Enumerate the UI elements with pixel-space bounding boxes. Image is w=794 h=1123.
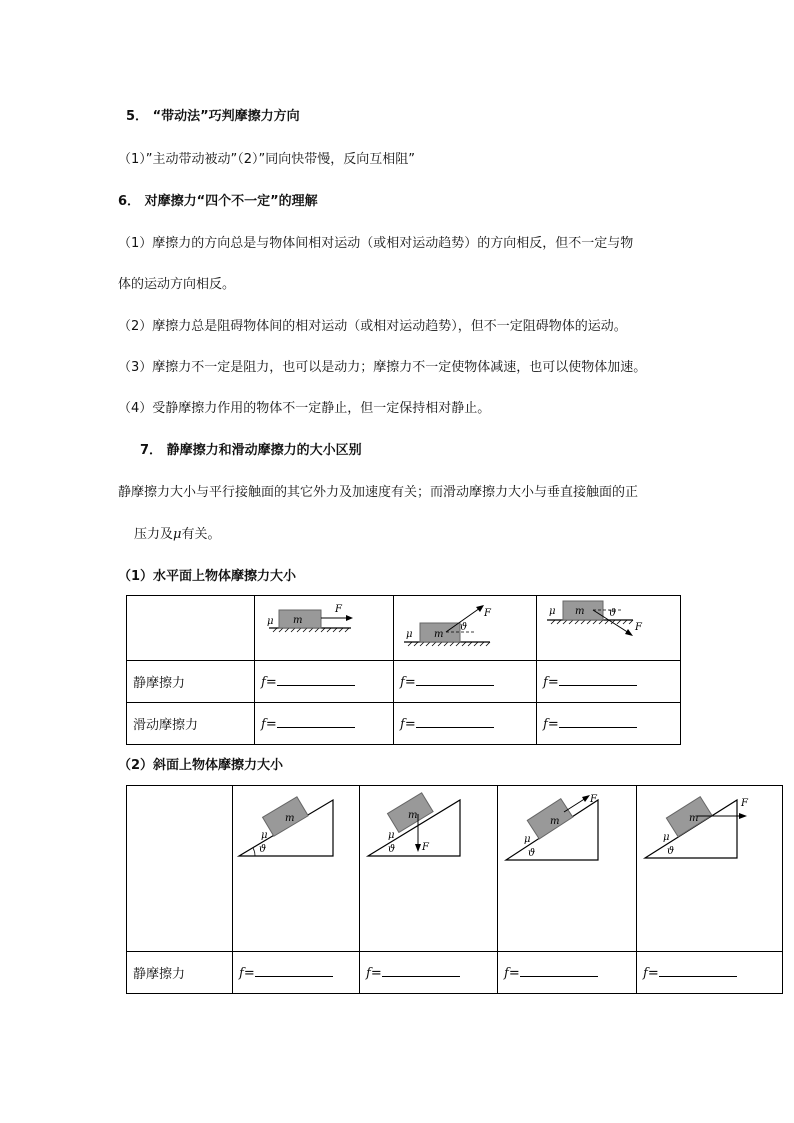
incline-block-diagram <box>233 786 359 866</box>
answer-cell[interactable] <box>637 952 783 994</box>
mu-label: μ <box>524 834 531 845</box>
mu-label: μ <box>388 830 395 841</box>
incline-parallel-force-diagram <box>498 786 636 866</box>
diagram-cell-2 <box>360 786 498 952</box>
section-7-heading: 7． 静摩擦力和滑动摩擦力的大小区别 <box>140 443 362 458</box>
incline-horizontal-force-diagram <box>637 786 782 866</box>
f-label: f <box>643 966 648 981</box>
row-label-static: 静摩擦力 <box>127 952 233 994</box>
mu-label: μ <box>406 629 413 640</box>
row-label-static: 静摩擦力 <box>127 661 255 703</box>
f-label: f <box>400 717 405 732</box>
force-label: F <box>422 842 429 853</box>
force-label: F <box>590 794 597 805</box>
answer-blank[interactable] <box>277 673 355 686</box>
answer-cell[interactable] <box>255 661 394 703</box>
theta-label: ϑ <box>528 848 536 859</box>
row-label-sliding: 滑动摩擦力 <box>127 703 255 745</box>
answer-blank[interactable] <box>559 715 637 728</box>
section-5-line: （1）”主动带动被动”（2）”同向快带慢，反向互相阻” <box>118 152 415 167</box>
diagram-cell-1 <box>233 786 360 952</box>
section-7-text-2 <box>134 526 220 544</box>
f-label: f <box>543 717 548 732</box>
diagram-cell-3 <box>537 596 681 661</box>
answer-blank[interactable] <box>416 715 494 728</box>
answer-cell[interactable] <box>498 952 637 994</box>
text2-pre: 压力及 <box>134 527 174 542</box>
section-6-item-3: （3）摩擦力不一定是阻力，也可以是动力；摩擦力不一定使物体减速，也可以使物体加速。 <box>118 360 647 375</box>
table-2-title: （2）斜面上物体摩擦力大小 <box>118 758 284 773</box>
answer-blank[interactable] <box>277 715 355 728</box>
horizontal-friction-table <box>126 595 681 745</box>
mu-label: μ <box>267 616 274 627</box>
f-equals: = <box>404 717 416 732</box>
force-label: F <box>741 798 748 809</box>
mass-label: m <box>285 813 295 824</box>
mass-label: m <box>575 606 585 617</box>
theta-label: ϑ <box>667 846 675 857</box>
section-6-item-4: （4）受静摩擦力作用的物体不一定静止，但一定保持相对静止。 <box>118 401 491 416</box>
answer-cell[interactable] <box>537 661 681 703</box>
section-5-heading: 5． “带动法”巧判摩擦力方向 <box>126 109 300 124</box>
force-label: F <box>484 608 491 619</box>
answer-blank[interactable] <box>416 673 494 686</box>
theta-label: ϑ <box>460 622 468 633</box>
f-equals: = <box>404 675 416 690</box>
mu-label: μ <box>549 606 556 617</box>
answer-blank[interactable] <box>520 964 598 977</box>
f-label: f <box>261 717 266 732</box>
header-empty-cell <box>127 596 255 661</box>
diagram-cell-2 <box>394 596 537 661</box>
f-equals: = <box>547 717 559 732</box>
f-label: f <box>261 675 266 690</box>
f-label: f <box>239 966 244 981</box>
section-6-item-2: （2）摩擦力总是阻碍物体间的相对运动（或相对运动趋势），但不一定阻碍物体的运动。 <box>118 319 627 334</box>
mu-label: μ <box>261 830 268 841</box>
f-equals: = <box>265 717 277 732</box>
table-1-title: （1）水平面上物体摩擦力大小 <box>118 569 297 584</box>
answer-cell[interactable] <box>394 661 537 703</box>
answer-blank[interactable] <box>382 964 460 977</box>
answer-cell[interactable] <box>537 703 681 745</box>
f-label: f <box>366 966 371 981</box>
f-label: f <box>400 675 405 690</box>
answer-cell[interactable] <box>360 952 498 994</box>
answer-blank[interactable] <box>559 673 637 686</box>
f-equals: = <box>508 966 520 981</box>
downward-angle-push-diagram <box>537 596 680 656</box>
answer-cell[interactable] <box>255 703 394 745</box>
theta-label: ϑ <box>259 844 267 855</box>
header-empty-cell <box>127 786 233 952</box>
f-equals: = <box>265 675 277 690</box>
answer-cell[interactable] <box>394 703 537 745</box>
force-label: F <box>635 622 642 633</box>
mass-label: m <box>434 629 444 640</box>
upward-angle-pull-diagram <box>394 596 536 656</box>
incline-friction-table <box>126 785 783 994</box>
force-label: F <box>335 604 342 615</box>
f-equals: = <box>370 966 382 981</box>
answer-blank[interactable] <box>659 964 737 977</box>
mass-label: m <box>689 813 699 824</box>
diagram-cell-1 <box>255 596 394 661</box>
f-label: f <box>543 675 548 690</box>
mass-label: m <box>550 816 560 827</box>
mass-label: m <box>408 810 418 821</box>
diagram-cell-4 <box>637 786 783 952</box>
section-6-heading: 6． 对摩擦力“四个不一定”的理解 <box>118 194 318 209</box>
f-equals: = <box>547 675 559 690</box>
section-6-item-1b: 体的运动方向相反。 <box>118 277 236 292</box>
f-equals: = <box>243 966 255 981</box>
section-6-item-1a: （1）摩擦力的方向总是与物体间相对运动（或相对运动趋势）的方向相反，但不一定与物 <box>118 236 634 251</box>
f-label: f <box>504 966 509 981</box>
f-equals: = <box>647 966 659 981</box>
mu-label: μ <box>663 832 670 843</box>
answer-cell[interactable] <box>233 952 360 994</box>
theta-label: ϑ <box>609 608 617 619</box>
section-7-text-1: 静摩擦力大小与平行接触面的其它外力及加速度有关；而滑动摩擦力大小与垂直接触面的正 <box>118 485 639 500</box>
text2-post: 有关。 <box>181 527 221 542</box>
incline-vertical-force-diagram <box>360 786 497 866</box>
theta-label: ϑ <box>388 844 396 855</box>
mu-symbol: μ <box>173 527 182 542</box>
diagram-cell-3 <box>498 786 637 952</box>
mass-label: m <box>293 615 303 626</box>
answer-blank[interactable] <box>255 964 333 977</box>
horizontal-pull-diagram <box>255 596 393 656</box>
